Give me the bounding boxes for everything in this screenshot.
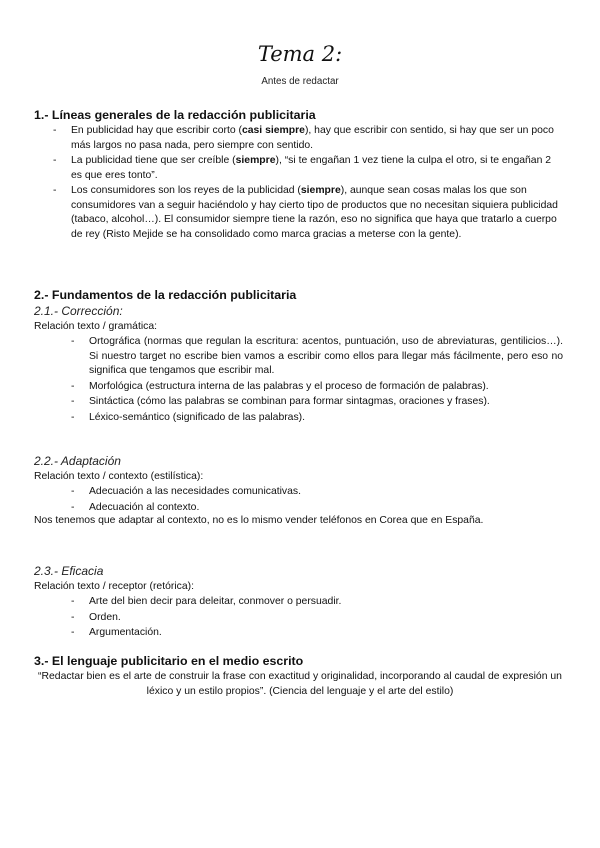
dash-bullet: - bbox=[71, 611, 75, 623]
item-text: La publicidad tiene que ser creíble ( bbox=[71, 155, 236, 166]
subsection-2-2-note: Nos tenemos que adaptar al contexto, no es lo mismo vender teléfonos en Corea que en España. bbox=[34, 515, 484, 526]
subsection-2-3-lead: Relación texto / receptor (retórica): bbox=[34, 581, 194, 592]
item-text: Sintáctica (cómo las palabras se combinan para formar sintagmas, oraciones y frases). bbox=[89, 396, 490, 407]
item-text: ), “si te engañan 1 vez tiene la culpa el otro, si te engañan 2 es que eres tonto”. bbox=[71, 155, 552, 181]
list-item bbox=[53, 124, 563, 153]
list-item bbox=[71, 380, 563, 395]
section-3-quote: “Redactar bien es el arte de construir la frase con exactitud y originalidad, incorporando al caudal de expresión un léxico y un estilo propios”. (Ciencia del lenguaje y el arte del estilo) bbox=[38, 671, 562, 697]
list-item bbox=[71, 626, 563, 641]
dash-bullet: - bbox=[53, 125, 57, 136]
dash-bullet: - bbox=[53, 185, 57, 196]
subsection-2-3-heading: 2.3.- Eficacia bbox=[34, 564, 104, 578]
section-1-heading: 1.- Líneas generales de la redacción publicitaria bbox=[34, 108, 316, 122]
list-item bbox=[71, 485, 563, 500]
dash-bullet: - bbox=[71, 627, 75, 638]
item-text: Morfológica (estructura interna de las palabras y el proceso de formación de palabras). bbox=[89, 380, 489, 392]
item-text: Arte del bien decir para deleitar, conmover o persuadir. bbox=[89, 596, 342, 607]
item-emphasis: siempre bbox=[300, 185, 341, 196]
subsection-2-1-heading: 2.1.- Corrección: bbox=[34, 304, 123, 318]
page-title: Tema 2: bbox=[257, 42, 343, 66]
list-item bbox=[71, 411, 563, 426]
item-text: Argumentación. bbox=[89, 627, 162, 638]
list-item bbox=[71, 335, 563, 379]
dash-bullet: - bbox=[71, 501, 75, 513]
subsection-2-1-lead: Relación texto / gramática: bbox=[34, 321, 158, 332]
dash-bullet: - bbox=[71, 336, 75, 347]
item-emphasis: siempre bbox=[235, 155, 276, 166]
dash-bullet: - bbox=[71, 380, 75, 392]
item-text: Orden. bbox=[89, 611, 121, 623]
subsection-2-2-lead: Relación texto / contexto (estilística): bbox=[34, 471, 204, 482]
item-text: ), aunque sean cosas malas los que son consumidores van a seguir haciéndolo y hay cierto tipo de productos que no necesitan siquiera publicidad (tabaco, alcohol…). El consumidor siempre tiene la razón, eso no significa que haya que tratarlo a cuerpo de rey (Risto Mejide se ha consolidado como marca gracias a meterse con la gente). bbox=[71, 185, 558, 240]
list-item bbox=[53, 154, 563, 183]
subsection-2-1-list bbox=[71, 335, 563, 426]
subsection-2-2-heading: 2.2.- Adaptación bbox=[34, 454, 121, 468]
subsection-2-3-list bbox=[71, 595, 563, 642]
item-text: Adecuación a las necesidades comunicativas. bbox=[89, 486, 301, 497]
page-subtitle: Antes de redactar bbox=[261, 76, 339, 87]
dash-bullet: - bbox=[71, 596, 75, 607]
item-text: Los consumidores son los reyes de la publicidad ( bbox=[71, 185, 301, 196]
dash-bullet: - bbox=[71, 411, 75, 423]
dash-bullet: - bbox=[71, 486, 75, 497]
dash-bullet: - bbox=[71, 396, 75, 407]
item-emphasis: casi siempre bbox=[241, 125, 305, 136]
section-1-list bbox=[53, 124, 563, 243]
list-item bbox=[71, 395, 563, 410]
item-text: Léxico-semántico (significado de las palabras). bbox=[89, 411, 306, 423]
item-text: Ortográfica (normas que regulan la escritura: acentos, puntuación, uso de abreviaturas, gentilicios…). Si nuestro target no escribe bien vamos a escribir como ellos para llegar más fácilmente, pero eso no significa que tengamos que escribir mal. bbox=[89, 336, 563, 376]
section-2-heading: 2.- Fundamentos de la redacción publicitaria bbox=[34, 288, 297, 302]
item-text: Adecuación al contexto. bbox=[89, 501, 200, 513]
list-item bbox=[71, 501, 563, 516]
list-item bbox=[53, 184, 563, 242]
item-text: ), hay que escribir con sentido, si hay que ser un poco más largos no pasa nada, pero siempre con sentido. bbox=[71, 125, 554, 151]
list-item bbox=[71, 611, 563, 626]
item-text: En publicidad hay que escribir corto ( bbox=[71, 125, 242, 136]
subsection-2-2-list bbox=[71, 485, 563, 516]
section-3-heading: 3.- El lenguaje publicitario en el medio escrito bbox=[34, 654, 304, 668]
dash-bullet: - bbox=[53, 155, 57, 166]
list-item bbox=[71, 595, 563, 610]
